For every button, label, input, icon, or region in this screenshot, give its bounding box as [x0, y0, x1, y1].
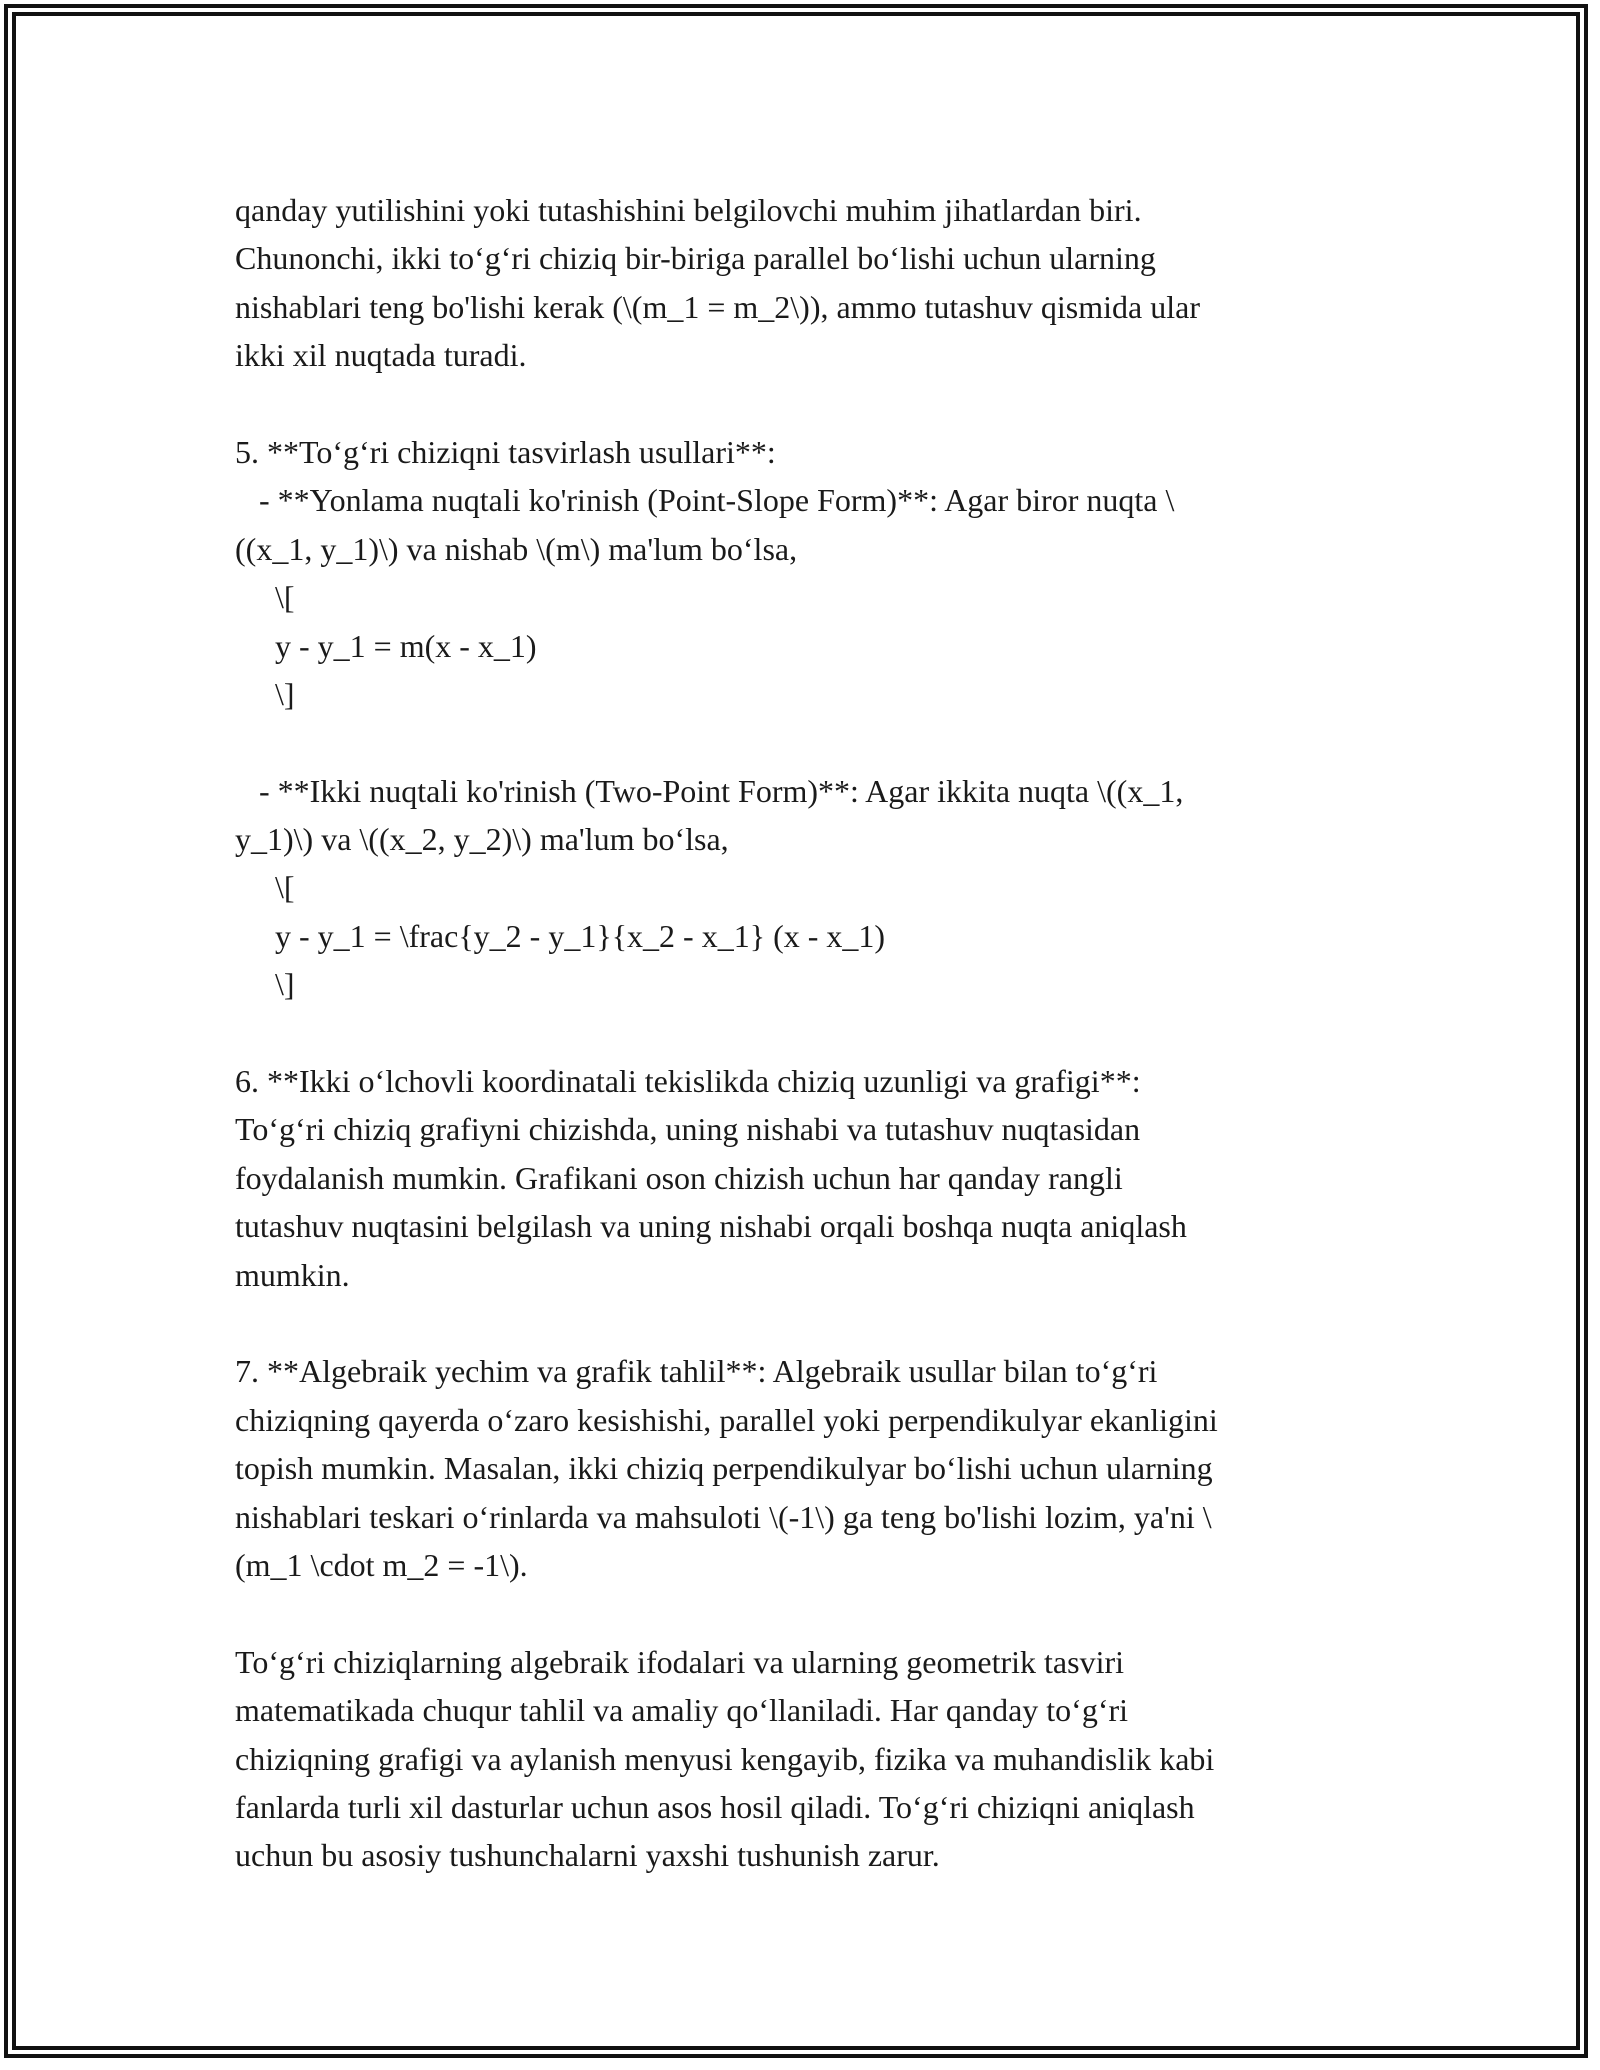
text-line: To‘g‘ri chiziq grafiyni chizishda, uning nishabi va tutashuv nuqtasidan: [235, 1111, 1141, 1148]
text-line: qanday yutilishini yoki tutashishini belgilovchi muhim jihatlardan biri.: [235, 192, 1142, 228]
formula-line: y - y_1 = m(x - x_1): [235, 627, 537, 664]
formula-line: \]: [235, 675, 295, 712]
text-line: To‘g‘ri chiziqlarning algebraik ifodalari va ularning geometrik tasviri: [235, 1643, 1124, 1680]
formula-line: \[: [235, 579, 295, 616]
blank-line: [235, 380, 1385, 428]
text-line: mumkin.: [235, 1256, 350, 1293]
section-heading: 5. **To‘g‘ri chiziqni tasvirlash usullari**:: [235, 433, 776, 470]
text-line: chiziqning grafigi va aylanish menyusi kengayib, fizika va muhandislik kabi: [235, 1740, 1215, 1777]
formula-line: \[: [235, 869, 295, 906]
section-heading: 7. **Algebraik yechim va grafik tahlil**: Algebraik usullar bilan to‘g‘ri: [235, 1353, 1158, 1390]
blank-line: [235, 1589, 1385, 1637]
text-line: nishablari teskari o‘rinlarda va mahsuloti \(-1\) ga teng bo'lishi lozim, ya'ni \: [235, 1498, 1212, 1535]
text-line: Chunonchi, ikki to‘g‘ri chiziq bir-biriga parallel bo‘lishi uchun ularning: [235, 240, 1156, 277]
blank-line: [235, 718, 1385, 766]
formula-line: y - y_1 = \frac{y_2 - y_1}{x_2 - x_1} (x - x_1): [235, 917, 886, 954]
section-heading: 6. **Ikki o‘lchovli koordinatali tekislikda chiziq uzunligi va grafigi**:: [235, 1063, 1141, 1100]
text-line: fanlarda turli xil dasturlar uchun asos hosil qiladi. To‘g‘ri chiziqni aniqlash: [235, 1788, 1195, 1825]
text-line: tutashuv nuqtasini belgilash va uning nishabi orqali boshqa nuqta aniqlash: [235, 1208, 1187, 1245]
text-line: chiziqning qayerda o‘zaro kesishishi, parallel yoki perpendikulyar ekanligini: [235, 1401, 1218, 1438]
text-line: ((x_1, y_1)\) va nishab \(m\) ma'lum bo‘lsa,: [235, 530, 798, 567]
text-line: nishablari teng bo'lishi kerak (\(m_1 = m_2\)), ammo tutashuv qismida ular: [235, 288, 1200, 325]
text-line: (m_1 \cdot m_2 = -1\).: [235, 1546, 528, 1583]
blank-line: [235, 1299, 1385, 1347]
blank-line: [235, 1009, 1385, 1057]
text-line: topish mumkin. Masalan, ikki chiziq perpendikulyar bo‘lishi uchun ularning: [235, 1450, 1213, 1487]
list-item: - **Yonlama nuqtali ko'rinish (Point-Slope Form)**: Agar biror nuqta \: [235, 482, 1175, 519]
text-line: y_1)\) va \((x_2, y_2)\) ma'lum bo‘lsa,: [235, 821, 729, 858]
text-line: uchun bu asosiy tushunchalarni yaxshi tushunish zarur.: [235, 1837, 940, 1874]
formula-line: \]: [235, 966, 295, 1003]
text-line: foydalanish mumkin. Grafikani oson chizish uchun har qanday rangli: [235, 1159, 1123, 1196]
text-line: ikki xil nuqtada turadi.: [235, 337, 527, 374]
text-line: matematikada chuqur tahlil va amaliy qo‘llaniladi. Har qanday to‘g‘ri: [235, 1692, 1129, 1729]
document-body: [235, 186, 1385, 1880]
list-item: - **Ikki nuqtali ko'rinish (Two-Point Form)**: Agar ikkita nuqta \((x_1,: [235, 772, 1184, 809]
